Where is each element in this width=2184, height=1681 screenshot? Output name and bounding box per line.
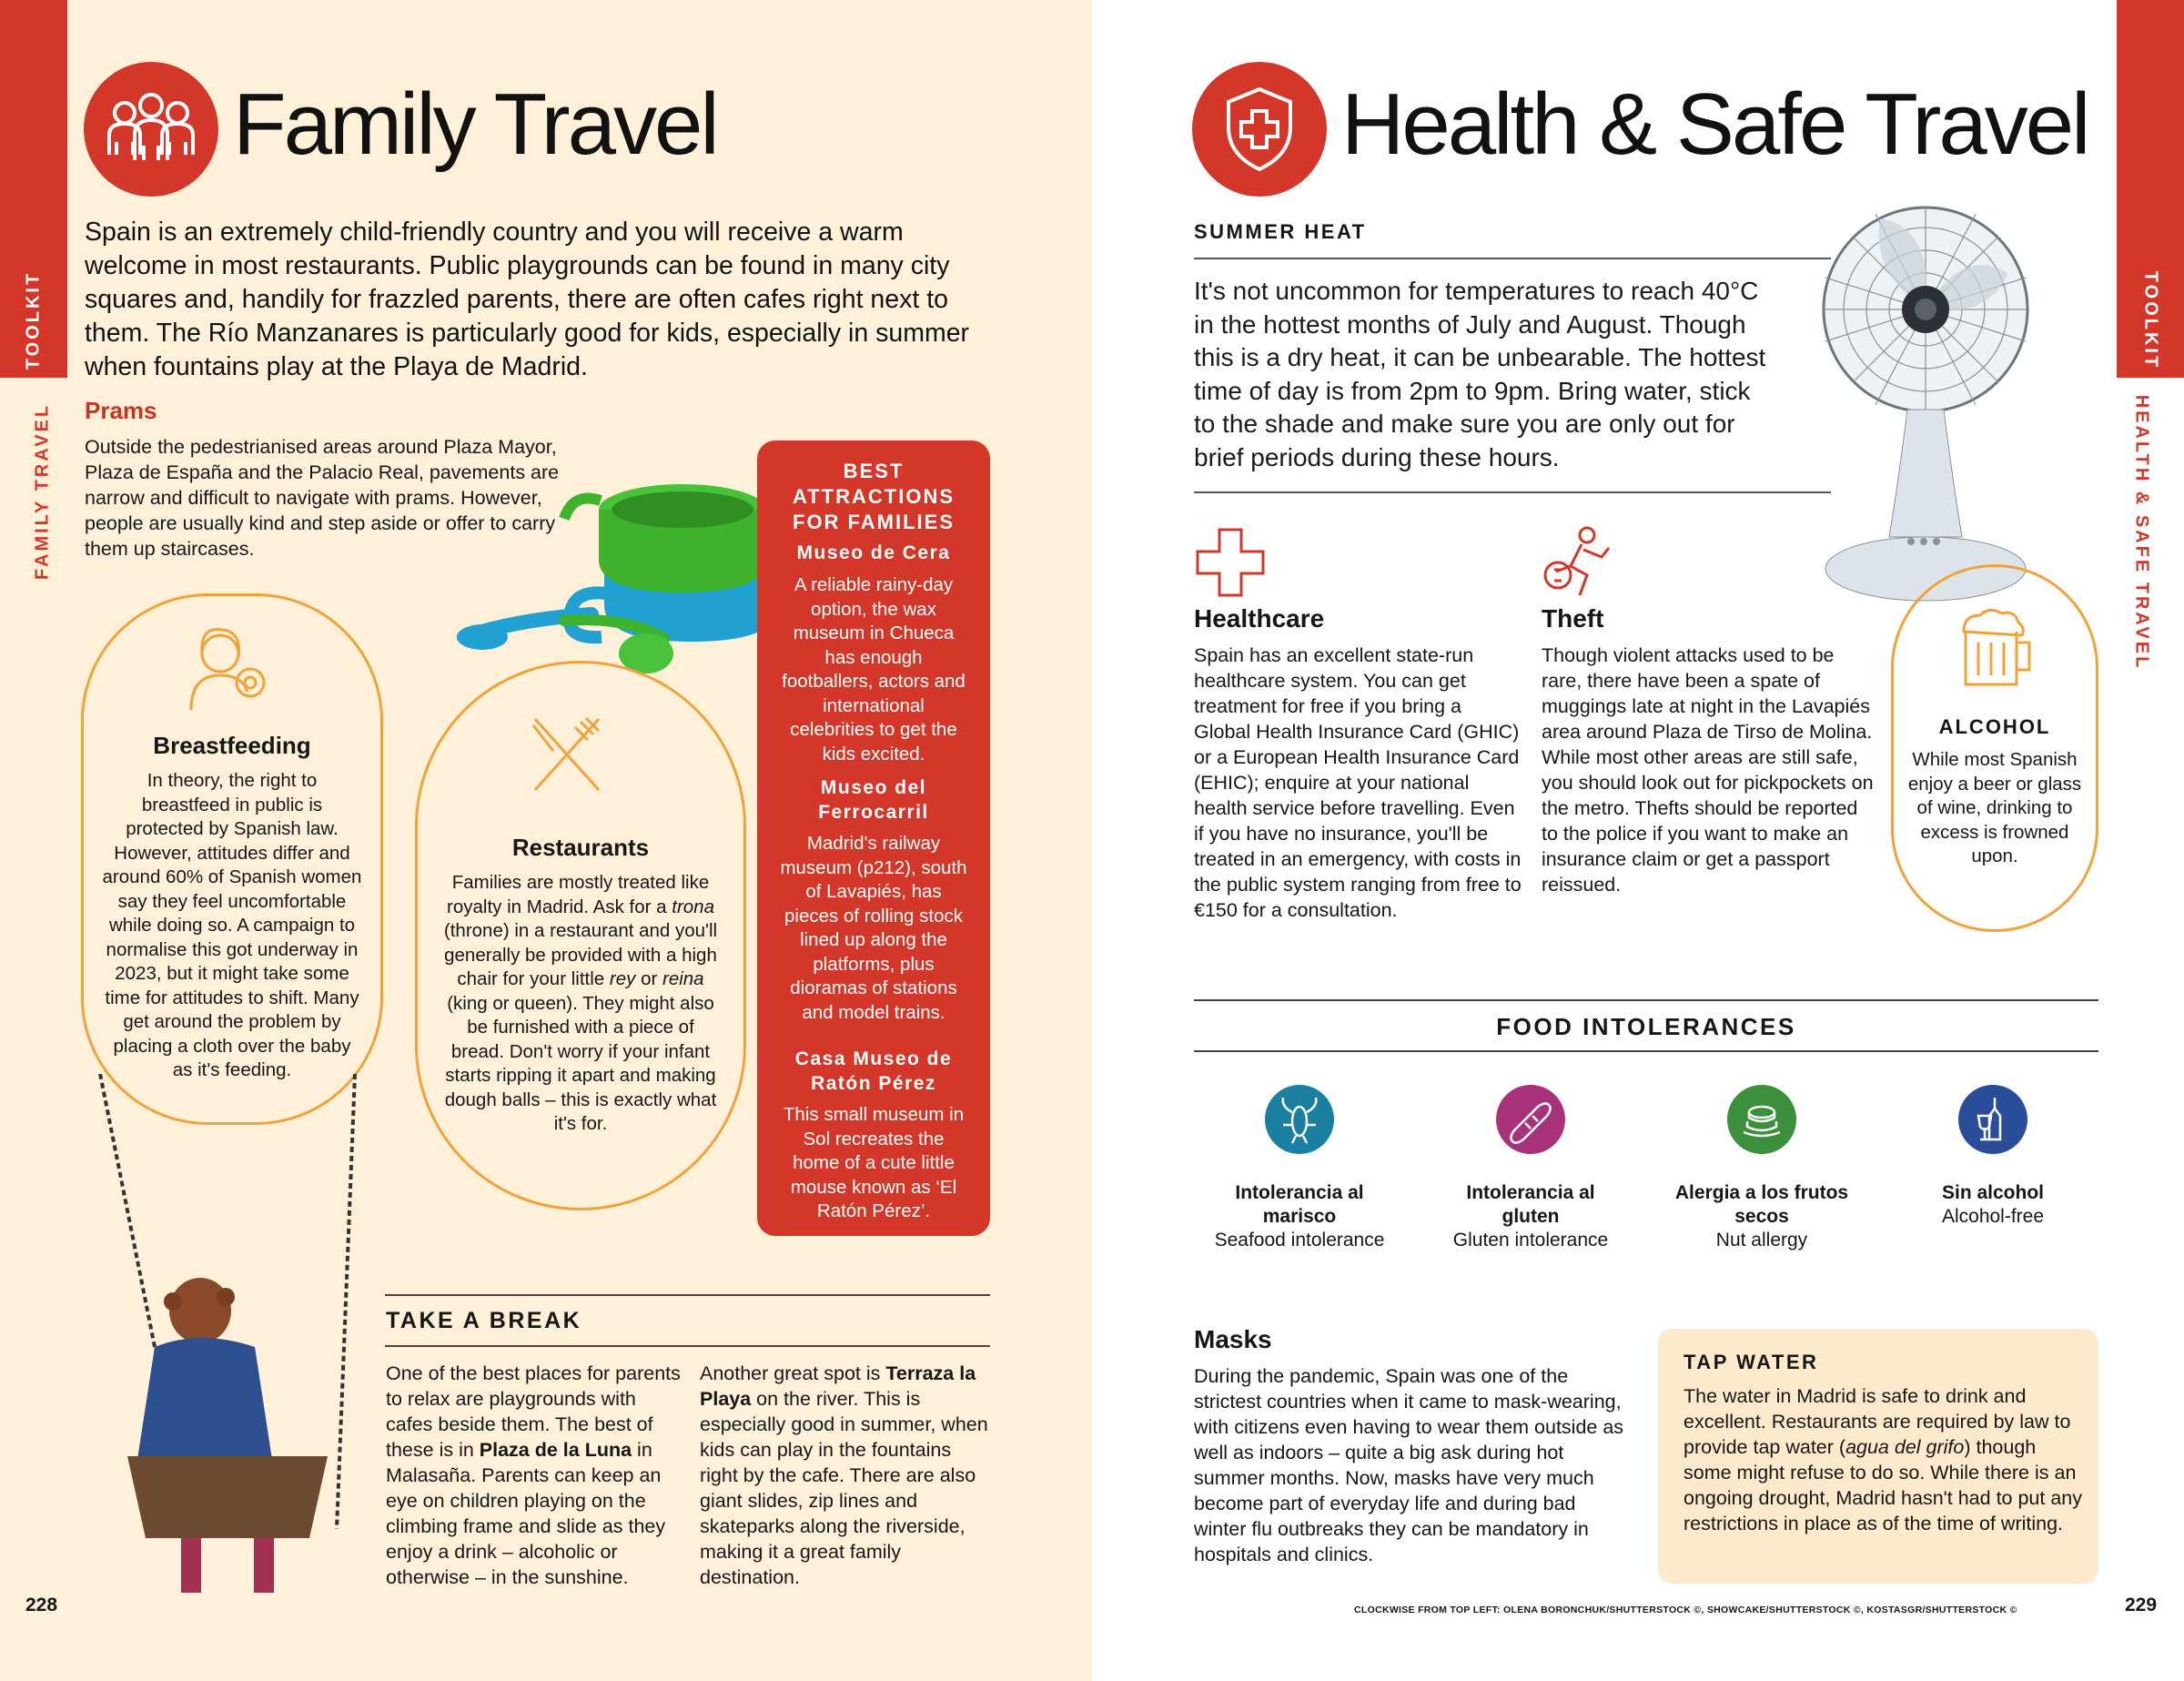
pancakes-icon xyxy=(1727,1085,1796,1154)
breastfeeding-icon xyxy=(182,619,282,719)
take-a-break-heading: TAKE A BREAK xyxy=(386,1308,582,1333)
lobster-icon xyxy=(1265,1085,1334,1154)
attraction-name: Casa Museo de Ratón Pérez xyxy=(794,1048,953,1094)
shield-cross-icon xyxy=(1192,62,1327,197)
rule xyxy=(1194,999,2098,1001)
tap-water-box xyxy=(1658,1329,2098,1584)
attraction-text: A reliable rainy-day option, the wax museum in Chueca has enough footballers, actors and international celebrities to get the kids excited. xyxy=(782,574,966,765)
rule xyxy=(1194,258,1831,259)
take-a-break-col-1: One of the best places for parents to relax are playgrounds with cafes beside them. The best of these is in Plaza de la Luna in Malasaña. Parents can keep an eye on children playing on the climbing frame and slide as they enjoy a drink – alcoholic or otherwise – in the sunshine. xyxy=(386,1362,681,1588)
intro-paragraph: Spain is an extremely child-friendly country and you will receive a warm welcome in most restaurants. Public playgrounds can be found in many city squares and, handily for frazzled parents, there are often cafes right next to them. The Río Manzanares is particularly good for kids, especially in summer when fountains play at the Playa de Madrid. xyxy=(85,218,970,381)
bread-icon xyxy=(1496,1085,1565,1154)
rule xyxy=(385,1345,990,1347)
masks-text: During the pandemic, Spain was one of the strictest countries when it came to mask-wearing, with citizens even having to wear them outside as well as indoors – quite a big ask during hot summer months. Now, masks have very much become part of everyday life and during bad winter flu outbreaks they can be mandatory in hospitals and clinics. xyxy=(1194,1365,1624,1565)
thief-running-icon xyxy=(1542,526,1614,599)
restaurants-title: Restaurants xyxy=(511,834,650,861)
healthcare-title: Healthcare xyxy=(1194,604,1325,633)
attraction-name: Museo del Ferrocarril xyxy=(818,777,929,823)
breastfeeding-text: In theory, the right to breastfeed in public is protected by Spanish law. However, attitudes differ and around 60% of Spanish women say they feel uncomfortable while doing so. A campaign to normalise this got underway in 2023, but it might take some time for attitudes to shift. Many get around the problem by placing a cloth over the baby as it's feeding. xyxy=(102,770,362,1080)
page-title: Family Travel xyxy=(233,76,717,173)
rule xyxy=(1194,1050,2098,1052)
summer-heat-heading: SUMMER HEAT xyxy=(1194,220,1367,243)
food-intolerance-item: Intolerancia al marisco Seafood intolerance xyxy=(1214,1182,1385,1251)
beer-mug-icon xyxy=(1955,604,2035,695)
attraction-text: Madrid's railway museum (p212), south of Lavapiés, has pieces of rolling stock lined up along the platforms, plus dioramas of stations and model trains. xyxy=(780,833,967,1023)
attraction-text: This small museum in Sol recreates the home of a cute little mouse known as ‘El Ratón Pérez’. xyxy=(783,1104,965,1221)
rule xyxy=(385,1294,990,1296)
attractions-box xyxy=(757,441,990,1236)
breastfeeding-title: Breastfeeding xyxy=(153,732,311,759)
attraction-name: Museo de Cera xyxy=(796,542,951,563)
page-number: 228 xyxy=(25,1595,58,1615)
theft-title: Theft xyxy=(1542,604,1604,633)
side-section-label: HEALTH & SAFE TRAVEL xyxy=(2131,394,2152,671)
prams-heading: Prams xyxy=(85,397,157,424)
cutlery-icon xyxy=(526,714,608,796)
rule xyxy=(1194,491,1831,493)
electric-fan-image xyxy=(1816,187,2035,614)
healthcare-text: Spain has an excellent state-run healthcare system. You can get treatment for free if you bring a Global Health Insurance Card (GHIC) or a European Health Insurance Card (EHIC); enquire at your national health service before travelling. Even if you have no insurance, you'll be treated in an emergency, with costs in the public system ranging from free to €150 for a consultation. xyxy=(1194,644,1522,921)
tap-water-title: TAP WATER xyxy=(1684,1351,1819,1373)
take-a-break-col-2: Another great spot is Terraza la Playa on the river. This is especially good in summer, when kids can play in the fountains right by the cafe. There are also giant slides, zip lines and skateparks along the riverside, making it a great family destination. xyxy=(700,1362,988,1588)
food-intolerance-item: Sin alcohol Alcohol-free xyxy=(1941,1182,2045,1227)
food-intolerance-item: Intolerancia al gluten Gluten intolerance xyxy=(1452,1182,1609,1251)
attractions-heading: BEST ATTRACTIONS FOR FAMILIES xyxy=(792,460,956,533)
cups-image xyxy=(455,419,774,692)
side-section-label: FAMILY TRAVEL xyxy=(32,402,53,581)
alcohol-text: While most Spanish enjoy a beer or glass of wine, drinking to excess is frowned upon. xyxy=(1907,749,2082,866)
photo-credit: CLOCKWISE FROM TOP LEFT: OLENA BORONCHUK/SHUTTERSTOCK ©, SHOWCAKE/SHUTTERSTOCK ©, KOSTASGR/SHUTTERSTOCK © xyxy=(1354,1605,2017,1615)
side-tab-label: TOOLKIT xyxy=(2140,270,2161,370)
alcohol-title: ALCOHOL xyxy=(1938,715,2051,738)
page-number: 229 xyxy=(2125,1595,2158,1615)
page-title: Health & Safe Travel xyxy=(1341,76,2088,173)
side-tab-label: TOOLKIT xyxy=(23,270,44,370)
food-intolerances-heading: FOOD INTOLERANCES xyxy=(1496,1013,1796,1040)
restaurants-text: Families are mostly treated like royalty in Madrid. Ask for a trona (throne) in a restaurant and you'll generally be provided with a high chair for your little rey or reina (king or queen). They might also be furnished with a piece of bread. Don't worry if your infant starts ripping it apart and making dough balls – this is exactly what it's for. xyxy=(443,872,718,1134)
tap-water-text: The water in Madrid is safe to drink and excellent. Restaurants are required by law to provide tap water (agua del grifo) though some might refuse to do so. While there is an ongoing drought, Madrid hasn't had to put any restrictions in place as of the time of writing. xyxy=(1684,1385,2082,1534)
theft-text: Though violent attacks used to be rare, there have been a spate of muggings late at night in the Lavapiés area around Plaza de Tirso de Molina. While most other areas are still safe, you should look out for pickpockets on the metro. Thefts should be reported to the police if you want to make an insurance claim or get a passport reissued. xyxy=(1542,644,1874,896)
food-intolerance-item: Alergia a los frutos secos Nut allergy xyxy=(1674,1182,1849,1251)
child-on-swing-image xyxy=(82,1074,382,1638)
bottle-glass-icon xyxy=(1958,1085,2027,1154)
family-icon xyxy=(84,62,218,197)
right-page xyxy=(1092,0,2184,1681)
masks-title: Masks xyxy=(1194,1325,1272,1353)
prams-text: Outside the pedestrianised areas around Plaza Mayor, Plaza de España and the Palacio Real, pavements are narrow and difficult to navigate with prams. However, people are usually kind and step aside or offer to carry them up staircases. xyxy=(85,436,560,560)
summer-heat-text: It's not uncommon for temperatures to reach 40°C in the hottest months of July and August. Though this is a dry heat, it can be unbearable. The hottest time of day is from 2pm to 9pm. Bring water, stick to the shade and make sure you are only out for brief periods during these hours. xyxy=(1194,277,1766,471)
medical-cross-icon xyxy=(1194,528,1267,597)
